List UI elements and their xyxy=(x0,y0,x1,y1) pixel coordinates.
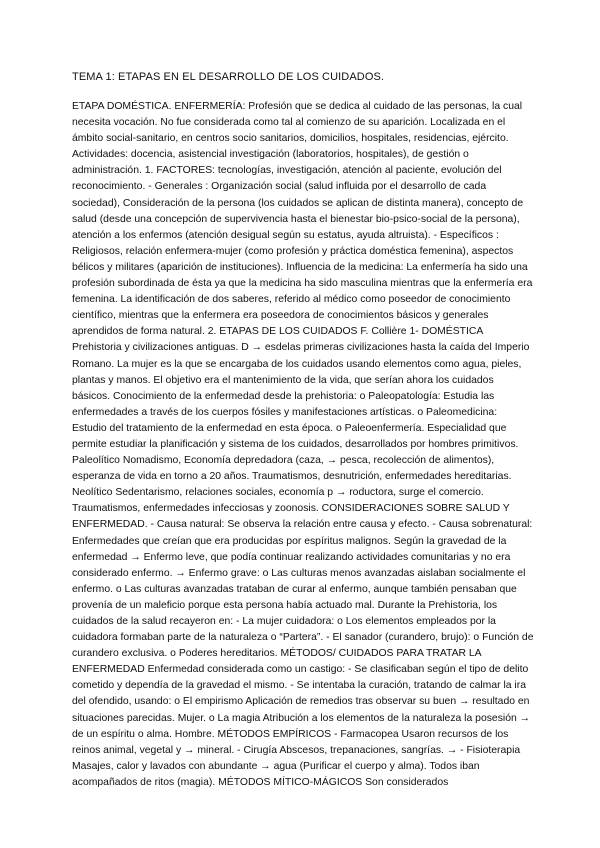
document-body-paragraph: ETAPA DOMÉSTICA. ENFERMERÍA: Profesión que se dedica al cuidado de las personas, la cual necesita vocación. No fue considerada como tal al comienzo de su aparición. Localizada en el ámbito social-sanitario, en centros socio sanitarios, domicilios, hospitales, residencias, ejército. Actividades: docencia, asistencial investigación (laboratorios, hospitales), de gestión o administración. 1. FACTORES: tecnologías, investigación, atención al paciente, evolución del reconocimiento. - Generales : Organización social (salud influida por el desarrollo de cada sociedad), Consideración de la persona (los cuidados se aplican de distinta manera), concepto de salud (desde una concepción de supervivencia hasta el bienestar bio-psico-social de la persona), atención a los enfermos (atención desigual según su estatus, ayuda altruista). - Específicos : Religiosos, relación enfermera-mujer (como profesión y práctica doméstica femenina), aspectos bélicos y militares (aparición de instituciones). Influencia de la medicina: La enfermería ha sido una profesión subordinada de ésta ya que la medicina ha sido masculina mientras que la enfermería era femenina. La identificación de dos saberes, referido al médico como poseedor de conocimiento científico, mientras que la enfermera era poseedora de conocimientos básicos y generales aprendidos de forma natural. 2. ETAPAS DE LOS CUIDADOS F. Collière 1- DOMÉSTICA Prehistoria y civilizaciones antiguas. D → esdelas primeras civilizaciones hasta la caída del Imperio Romano. La mujer es la que se encargaba de los cuidados usando elementos como agua, pieles, plantas y manos. El objetivo era el mantenimiento de la vida, que serían ahora los cuidados básicos. Conocimiento de la enfermedad desde la prehistoria: o Paleopatología: Estudia las enfermedades a través de los cuerpos fósiles y manifestaciones artísticas. o Paleomedicina: Estudio del tratamiento de la enfermedad en esta época. o Paleoenfermería. Especialidad que permite estudiar la planificación y sistema de los cuidados, desarrollados por hombres primitivos. Paleolítico Nomadismo, Economía depredadora (caza, → pesca, recolección de alimentos), esperanza de vida en torno a 20 años. Traumatismos, desnutrición, enfermedades hereditarias. Neolítico Sedentarismo, relaciones sociales, economía p → roductora, surge el comercio. Traumatismos, enfermedades infecciosas y zoonosis. CONSIDERACIONES SOBRE SALUD Y ENFERMEDAD. - Causa natural: Se observa la relación entre causa y efecto. - Causa sobrenatural: Enfermedades que creían que era producidas por espíritus malignos. Según la gravedad de la enfermedad → Enfermo leve, que podía continuar realizando actividades comunitarias y no era considerado enfermo. → Enfermo grave: o Las culturas menos avanzadas aislaban socialmente el enfermo. o Las culturas avanzadas trataban de curar al enfermo, aunque también pensaban que provenía de un maleficio porque esta persona había actuado mal. Durante la Prehistoria, los cuidados de la salud recayeron en: - La mujer cuidadora: o Los elementos empleados por la cuidadora formaban parte de la naturaleza o “Partera”. - El sanador (curandero, brujo): o Función de curandero exclusiva. o Poderes hereditarios. MÉTODOS/ CUIDADOS PARA TRATAR LA ENFERMEDAD Enfermedad considerada como un castigo: - Se clasificaban según el tipo de delito cometido y dependía de la gravedad el mismo. - Se intentaba la curación, tratando de calmar la ira del ofendido, usando: o El empirismo Aplicación de remedios tras observar su buen → resultado en situaciones parecidas. Mujer. o La magia Atribución a los elementos de la naturaleza la posesión → de un espíritu o alma. Hombre. MÉTODOS EMPÍRICOS - Farmacopea Usaron recursos de los reinos animal, vegetal y → mineral. - Cirugía Abscesos, trepanaciones, sangrías. → - Fisioterapia Masajes, calor y lavados con abundante → agua (Purificar el cuerpo y alma). Todos iban acompañados de ritos (magia). MÉTODOS MÍTICO-MÁGICOS Son considerados xyxy=(72,101,534,788)
document-title: TEMA 1: ETAPAS EN EL DESARROLLO DE LOS CUIDADOS. xyxy=(72,71,385,83)
